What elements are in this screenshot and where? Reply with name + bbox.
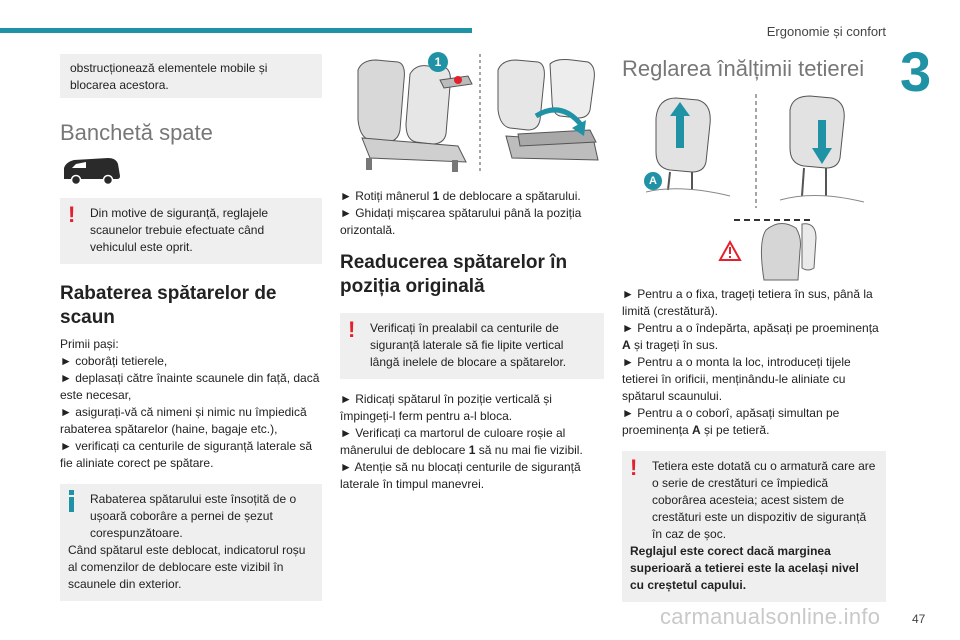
callout-badge-1: 1 xyxy=(428,52,448,72)
callout-badge-a: A xyxy=(644,172,662,190)
site-watermark: carmanualsonline.info xyxy=(660,604,881,629)
lower-headrest-step: ► Pentru a o coborî, apăsați simultan pe proeminența A și pe tetieră. xyxy=(622,406,840,437)
section-header-title: Ergonomie și confort xyxy=(766,24,886,39)
refit-headrest-step: ► Pentru a o monta la loc, introduceți tijele tetierei în orificii, menținându-le aliniate cu spătarul scaunului. xyxy=(622,355,851,403)
headrest-warning-box xyxy=(622,451,886,602)
warning-icon: ! xyxy=(348,317,356,342)
restore-backrests-heading: Readucerea spătarelor în poziția originală xyxy=(340,252,568,297)
warning-icon: ! xyxy=(630,455,638,480)
headrest-adjust-tip: Reglajul este corect dacă marginea superioară a tetierei este la același nivel cu creștetul capului. xyxy=(630,544,859,592)
continued-note-box xyxy=(60,54,322,98)
safety-warning-text: Din motive de siguranță, reglajele scaunelor trebuie efectuate când vehiculul este oprit. xyxy=(90,206,269,254)
header-accent-bar xyxy=(0,28,472,33)
step-item: ► asigurați-vă că nimeni și nimic nu împiedică rabaterea spătarelor (haine, bagaje etc.), xyxy=(60,405,307,436)
info-icon xyxy=(68,490,88,516)
continued-note-text: obstrucționează elementele mobile și blocarea acestora. xyxy=(70,61,268,92)
rear-bench-heading: Banchetă spate xyxy=(60,120,213,145)
guide-backrest-step: ► Ghidați mișcarea spătarului până la poziția orizontală. xyxy=(340,206,582,237)
step-item: ► Atenție să nu blocați centurile de siguranță laterale în timpul manevrei. xyxy=(340,460,581,491)
right-column-heading-wrap xyxy=(622,56,888,82)
chapter-number: 3 xyxy=(900,40,932,103)
info-text-2: Când spătarul este deblocat, indicatorul roșu al comenzilor de deblocare este vizibil în scaunele din exterior. xyxy=(68,543,306,591)
info-box xyxy=(60,484,322,601)
safety-warning-box xyxy=(60,198,322,264)
fix-headrest-step: ► Pentru a o fixa, trageți tetiera în sus, până la limită (crestătură). xyxy=(622,287,873,318)
van-icon xyxy=(60,156,322,188)
page-number: 47 xyxy=(912,612,926,626)
step-item: ► Ridicați spătarul în poziție verticală și împingeți-l ferm pentru a-l bloca. xyxy=(340,392,552,423)
right-column xyxy=(622,286,888,602)
info-text-1: Rabaterea spătarului este însoțită de o ușoară coborâre a pernei de șezut corespunzătoare. xyxy=(90,492,297,540)
remove-headrest-step: ► Pentru a o îndepărta, apăsați pe proeminența A și trageți în sus. xyxy=(622,321,879,352)
fold-backrests-heading: Rabaterea spătarelor de scaun xyxy=(60,283,277,328)
headrest-warning-text: Tetiera este dotată cu o armatură care are o serie de crestături ce împiedică coborârea acesteia; acest sistem de crestături este un dispozitiv de siguranță în caz de șoc. xyxy=(652,459,876,541)
middle-column xyxy=(340,188,606,493)
fold-steps xyxy=(60,336,322,472)
belt-warning-box xyxy=(340,313,604,379)
headrest-height-heading: Reglarea înălțimii tetierei xyxy=(622,56,865,81)
belt-warning-text: Verificați în prealabil ca centurile de siguranță laterale să fie lipite vertical lângă inelele de blocare a spătarelor. xyxy=(370,321,567,369)
left-column xyxy=(60,54,322,601)
step-item: ► deplasați către înainte scaunele din față, dacă este necesar, xyxy=(60,371,320,402)
restore-steps xyxy=(340,391,606,493)
warning-icon: ! xyxy=(68,202,76,227)
rear-seat-folding-illustration xyxy=(340,50,602,174)
step-item: ► verificați ca centurile de siguranță laterale să fie aliniate corect pe spătare. xyxy=(60,439,312,470)
step-item: ► Verificați ca martorul de culoare roșie al mânerului de deblocare 1 să nu mai fie vizibil. xyxy=(340,426,583,457)
first-steps-label: Primii pași: xyxy=(60,337,119,351)
step-item: ► coborâți tetierele, xyxy=(60,354,168,368)
headrest-adjust-illustration xyxy=(640,92,870,282)
rotate-handle-step: ► Rotiți mânerul 1 de deblocare a spătarului. xyxy=(340,189,581,203)
